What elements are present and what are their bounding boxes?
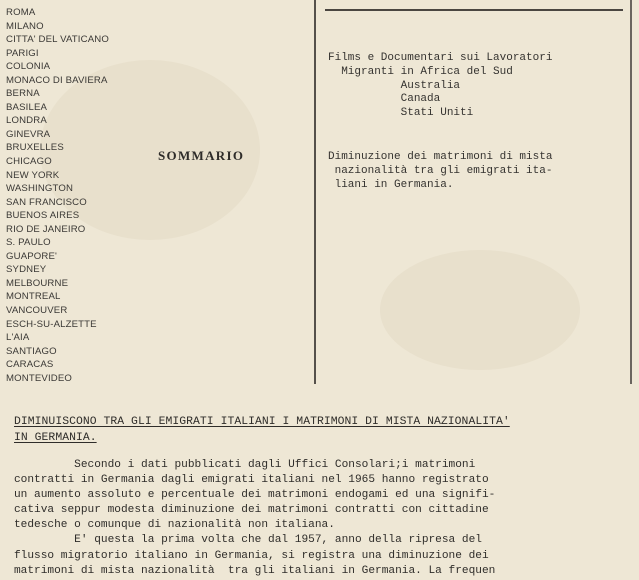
article-title-line-1: DIMINUISCONO TRA GLI EMIGRATI ITALIANI I MATRIMONI DI MISTA NAZIONALITA' xyxy=(14,416,510,428)
city-item: CARACAS xyxy=(6,359,54,371)
column-divider xyxy=(314,0,316,384)
city-item: SANTIAGO xyxy=(6,345,57,357)
city-item: BRUXELLES xyxy=(6,142,64,154)
city-item: MONACO DI BAVIERA xyxy=(6,74,108,86)
city-item: BUENOS AIRES xyxy=(6,210,80,222)
city-item: LONDRA xyxy=(6,115,47,127)
top-rule xyxy=(325,9,623,11)
city-item: WASHINGTON xyxy=(6,183,74,195)
city-item: MONTREAL xyxy=(6,291,61,303)
city-item: CHICAGO xyxy=(6,156,52,168)
right-border xyxy=(630,0,632,384)
summary-item-films: Films e Documentari sui Lavoratori Migranti in Africa del Sud Australia Canada Stati Uniti xyxy=(328,52,553,120)
city-item: SYDNEY xyxy=(6,264,47,276)
city-item: ESCH-SU-ALZETTE xyxy=(6,318,97,330)
paper-stain xyxy=(380,250,580,370)
city-item: RIO DE JANEIRO xyxy=(6,223,86,235)
city-item: BASILEA xyxy=(6,101,48,113)
article-title-line-2: IN GERMANIA. xyxy=(14,432,97,444)
city-item: L'AIA xyxy=(6,332,30,344)
city-item: MONTEVIDEO xyxy=(6,372,72,384)
city-item: CITTA' DEL VATICANO xyxy=(6,34,109,46)
city-item: SAN FRANCISCO xyxy=(6,196,87,208)
city-item: PARIGI xyxy=(6,47,39,59)
city-item: GINEVRA xyxy=(6,128,51,140)
city-item: BERNA xyxy=(6,88,40,100)
city-item: GUAPORE' xyxy=(6,250,58,262)
city-item: COLONIA xyxy=(6,61,51,73)
city-item: ROMA xyxy=(6,7,36,18)
summary-item-matrimoni: Diminuzione dei matrimoni di mista nazionalità tra gli emigrati ita- liani in Germania. xyxy=(328,151,553,191)
city-item: S. PAULO xyxy=(6,237,51,249)
sommario-heading: SOMMARIO xyxy=(158,148,245,163)
city-item: MILANO xyxy=(6,20,44,32)
article-body: Secondo i dati pubblicati dagli Uffici Consolari;i matrimoni contratti in Germania dagli emigrati italiani nel 1965 hanno registrato un aumento assoluto e percentuale dei matrimoni endogami ed una signifi- cativa seppur modesta diminuzione dei matrimoni contratti con cittadine tedesche o comunque di nazionalità non italiana. E' questa la prima volta che dal 1957, anno della ripresa del flusso migratorio italiano in Germania, si registra una diminuzione dei matrimoni di mista nazionalità tra gli italiani in Germania. La frequen xyxy=(14,459,496,577)
city-list xyxy=(6,6,156,385)
city-item: VANCOUVER xyxy=(6,305,68,317)
city-item: NEW YORK xyxy=(6,169,60,181)
city-item: MELBOURNE xyxy=(6,277,69,289)
